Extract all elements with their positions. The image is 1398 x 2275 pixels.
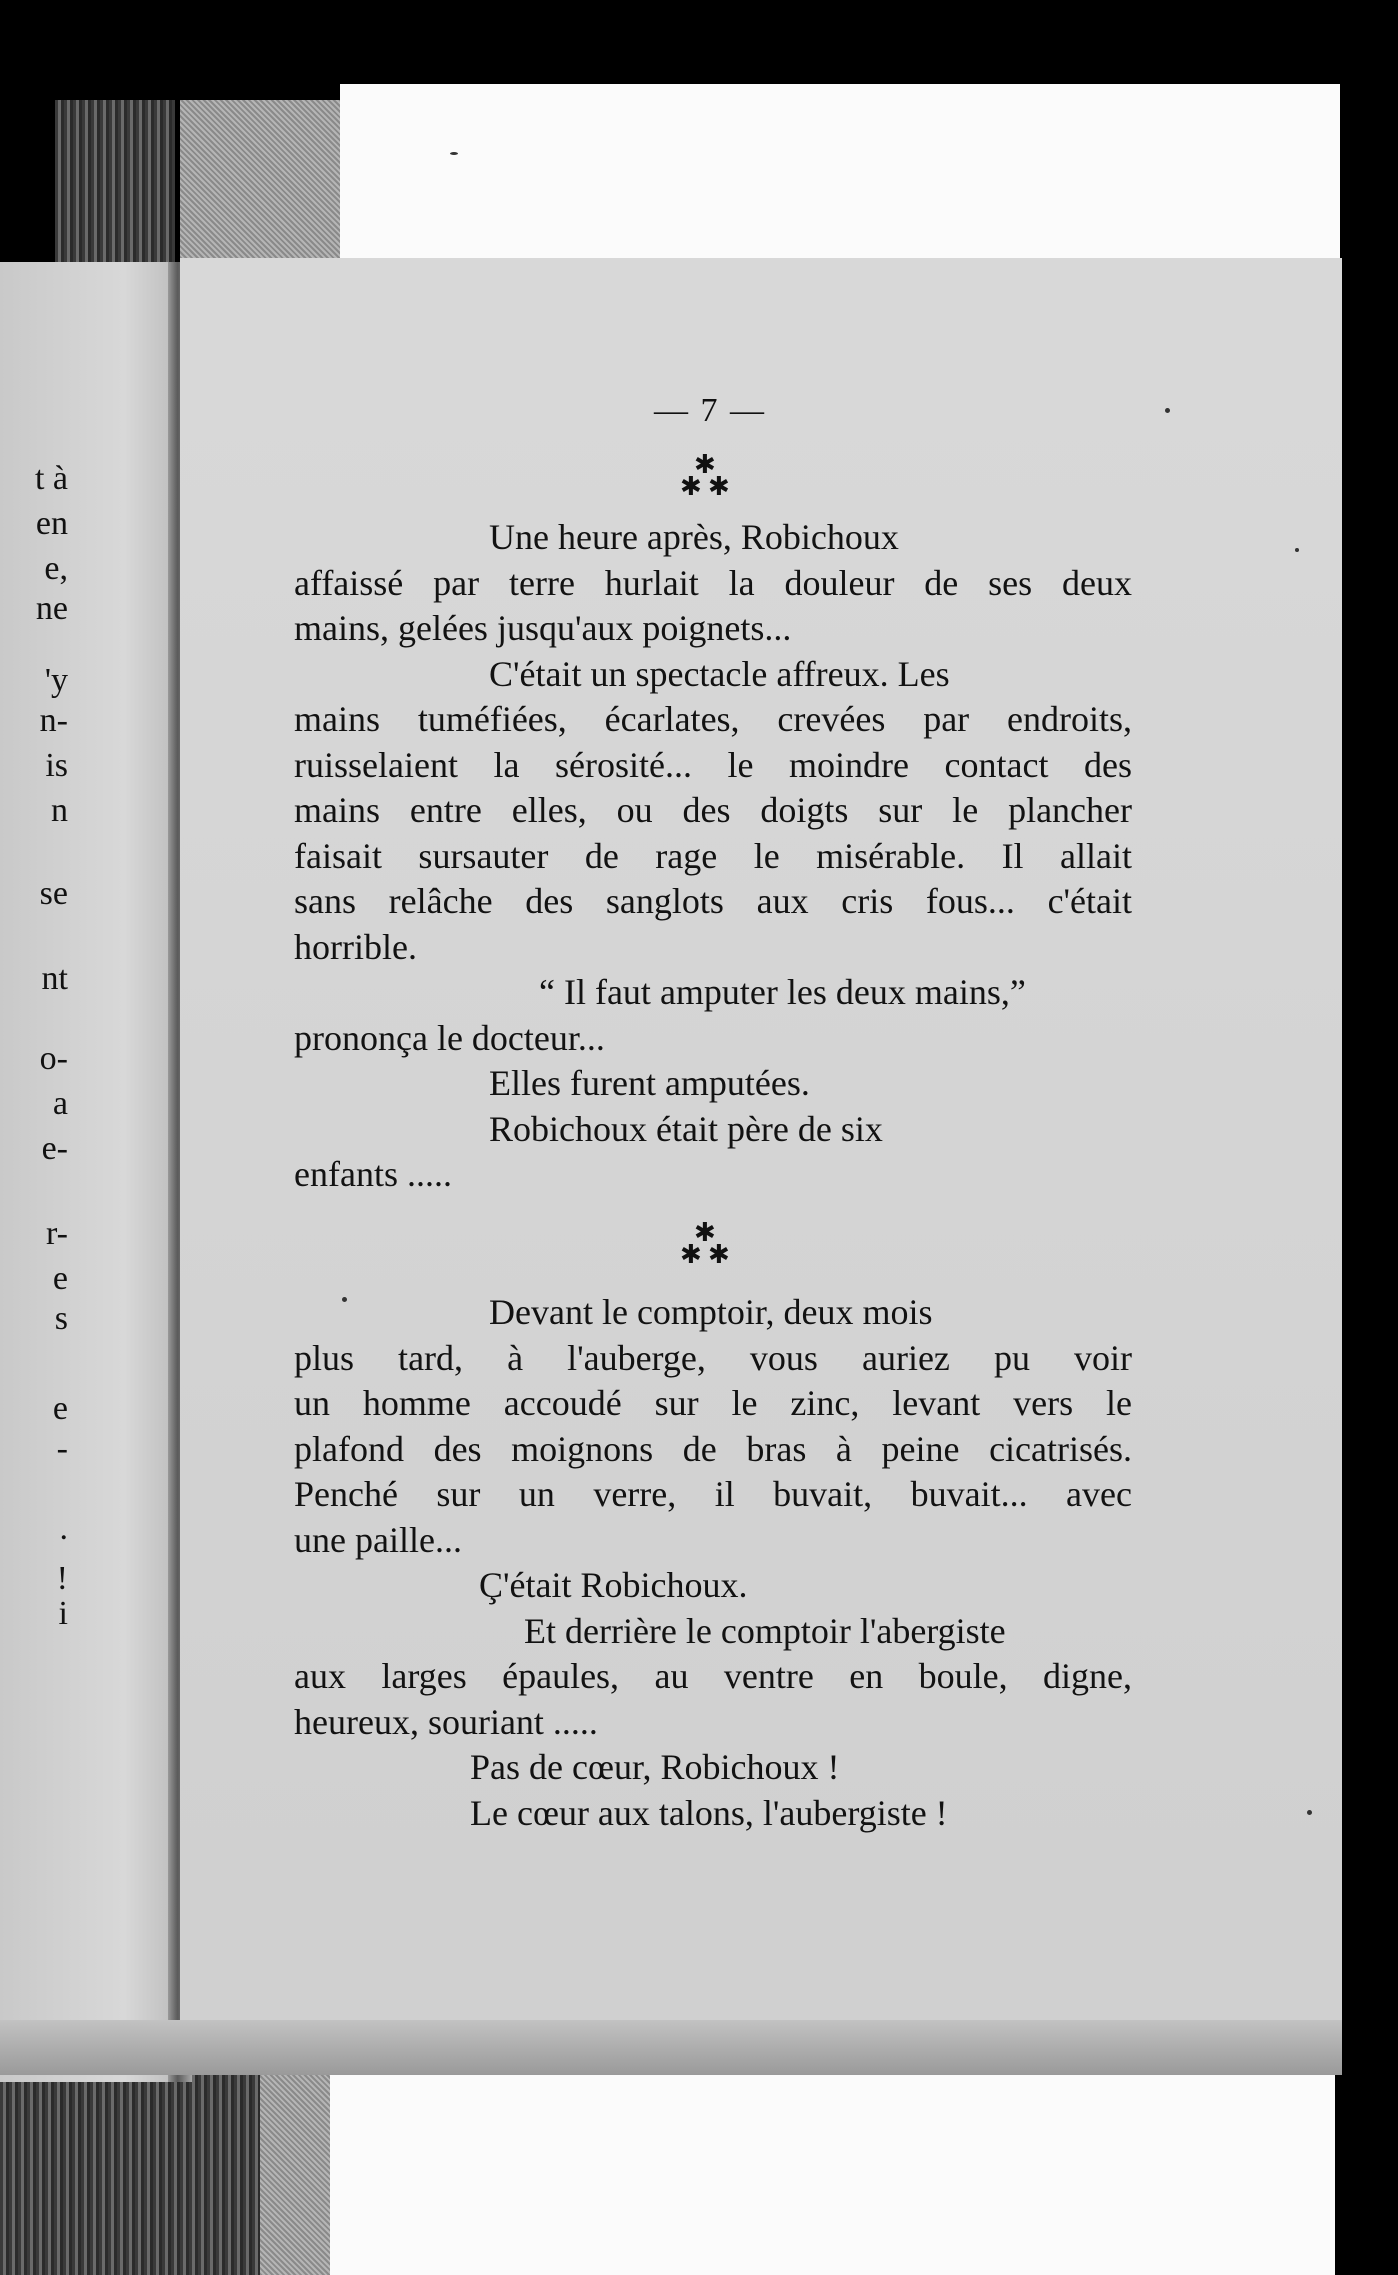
left-fragment: . [59,1510,68,1547]
text-line: Le cœur aux talons, l'aubergiste ! [470,1792,948,1833]
text-line: Une heure après, Robichoux [489,517,899,557]
left-fragment: e, [44,550,68,587]
text-line: horrible. [294,926,417,967]
text-line: sans relâche des sanglots aux cris fous... c'était [294,881,1132,921]
left-fragment: ! [56,1560,68,1597]
book-cover-cloth-bottom [260,2060,330,2275]
text-line: enfants ..... [294,1154,452,1194]
left-fragment: s [54,1300,68,1337]
left-fragment: r- [46,1215,68,1252]
left-fragment: i [58,1595,68,1632]
text-line: Ç'était Robichoux. [479,1565,748,1605]
scan-speck [1295,548,1299,552]
scanner-mask-top [340,84,1340,260]
text-line: plafond des moignons de bras à peine cicatrisés. [294,1428,1132,1469]
text-line: mains entre elles, ou des doigts sur le plancher [294,790,1132,830]
text-line: Penché sur un verre, il buvait, buvait... avec [294,1474,1132,1514]
left-fragment: e- [41,1130,68,1167]
text-line: prononça le docteur... [294,1017,605,1058]
left-fragment: ne [35,590,68,627]
text-line: Robichoux était père de six [489,1108,883,1149]
text-line: faisait sursauter de rage le misérable. Il allait [294,835,1132,876]
text-line: plus tard, à l'auberge, vous auriez pu voir [294,1337,1132,1378]
text-line: C'était un spectacle affreux. Les [489,653,950,694]
left-fragment: is [45,747,68,784]
text-line: Pas de cœur, Robichoux ! [470,1747,840,1787]
text-line: mains tuméfiées, écarlates, crevées par endroits, [294,699,1132,739]
text-line: Devant le comptoir, deux mois [489,1292,933,1332]
scan-speck [342,1297,347,1302]
text-line: affaissé par terre hurlait la douleur de ses deux [294,562,1132,603]
scan-speck [1165,408,1170,413]
text-section-1 [294,515,1132,1198]
page-stack-edge [0,2020,1342,2075]
left-fragment: t à [34,460,68,497]
left-fragment: a [52,1085,68,1122]
left-fragment: en [35,505,68,542]
left-fragment: e [52,1260,68,1297]
text-line: Elles furent amputées. [489,1063,810,1103]
left-fragment: se [39,875,68,912]
text-line: un homme accoudé sur le zinc, levant vers le [294,1383,1132,1423]
text-line: heureux, souriant ..... [294,1701,598,1742]
left-fragment: nt [41,960,68,997]
text-line: “ Il faut amputer les deux mains,” [539,972,1026,1012]
text-line: aux larges épaules, au ventre en boule, digne, [294,1656,1132,1696]
asterism-ornament: ✱ ✱ ✱ [680,450,730,501]
scan-speck [450,152,458,155]
left-fragment: o- [39,1040,68,1077]
left-fragment: e [52,1390,68,1427]
book-binding-top [55,100,175,270]
text-line: une paille... [294,1519,462,1560]
left-fragment: n [51,792,68,829]
text-line: Et derrière le comptoir l'abergiste [524,1610,1006,1651]
left-fragment: - [56,1430,68,1467]
text-line: mains, gelées jusqu'aux poignets... [294,608,792,648]
scanner-mask-bottom [330,2075,1335,2275]
book-cover-cloth-top [180,100,340,270]
book-binding-bottom [0,2060,260,2275]
left-fragment: 'y [44,662,68,699]
left-fragment: n- [39,702,68,739]
scan-speck [1307,1810,1312,1815]
page-number: — 7 — [654,392,766,429]
text-line: ruisselaient la sérosité... le moindre contact des [294,744,1132,785]
previous-page-edge [0,262,178,2082]
text-section-2 [294,1290,1132,1836]
asterism-ornament: ✱ ✱ ✱ [680,1218,730,1269]
